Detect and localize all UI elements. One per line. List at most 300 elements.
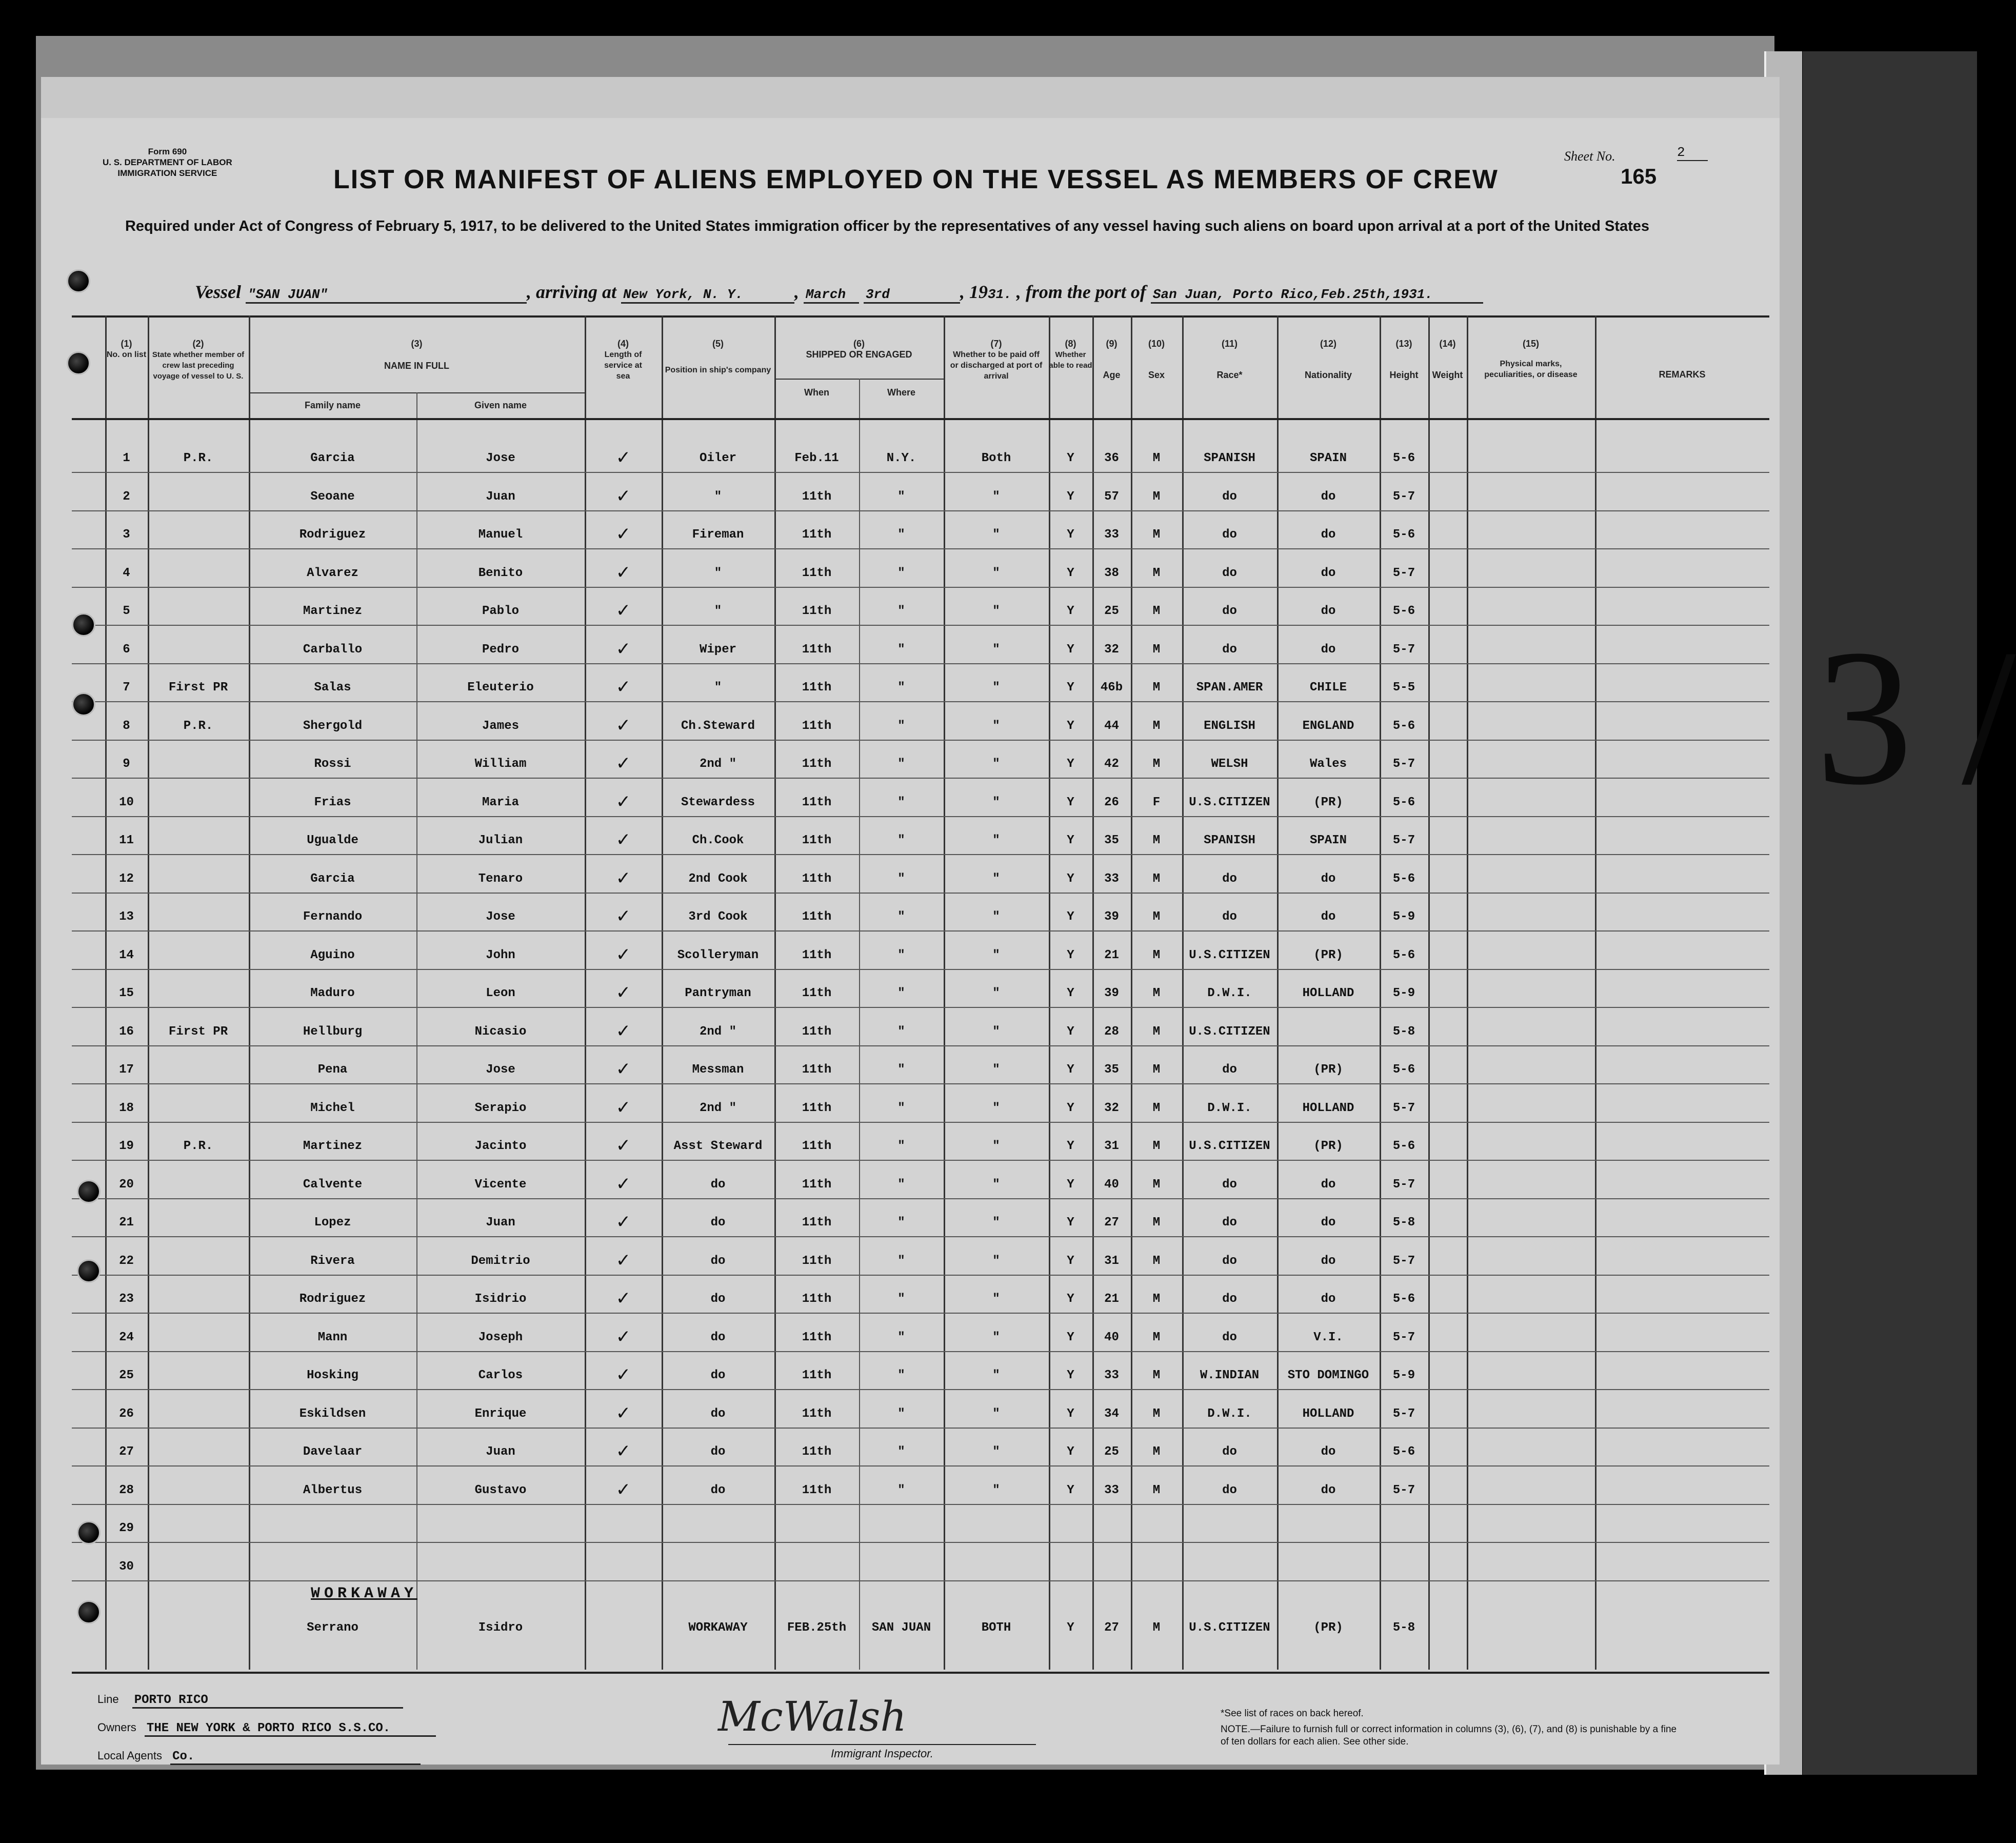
row-rule (72, 472, 1769, 473)
shipped-when: 11th (802, 1216, 832, 1230)
family-name: Martinez (303, 604, 363, 618)
check-mark-icon: ✓ (616, 1479, 630, 1502)
row-rule (72, 1580, 1769, 1581)
sex: M (1152, 757, 1161, 771)
row-rule (72, 663, 1769, 664)
row-number: 29 (119, 1521, 134, 1535)
paid-off: " (992, 1063, 1000, 1077)
nationality: do (1321, 1216, 1336, 1230)
row-number: 18 (119, 1101, 134, 1115)
hole-punch (72, 692, 95, 716)
sex: M (1152, 986, 1161, 1000)
sex: M (1152, 1406, 1161, 1421)
given-name: James (482, 719, 519, 733)
col-header-where: Where (887, 387, 915, 398)
arrival-month: March (804, 287, 859, 304)
race: U.S.CITIZEN (1189, 1139, 1270, 1153)
shipped-when: 11th (802, 1139, 832, 1153)
agents-label: Local Agents (97, 1749, 162, 1762)
family-name: Hellburg (303, 1024, 363, 1039)
family-name: Rivera (310, 1254, 355, 1268)
col-header-family: Family name (304, 400, 361, 410)
sex: M (1152, 871, 1161, 886)
height: 5-6 (1392, 1063, 1415, 1077)
nationality: do (1321, 1445, 1336, 1459)
shipped-where: " (897, 795, 905, 809)
race: U.S.CITIZEN (1189, 948, 1270, 962)
shipped-where: " (897, 1483, 905, 1497)
position: do (710, 1406, 726, 1421)
footer-owners (97, 1721, 436, 1737)
position: " (714, 681, 722, 695)
row-rule (72, 701, 1769, 702)
col-header-15: (15) Physical marks, peculiarities, or disease (1484, 339, 1578, 379)
family-name: Lopez (314, 1216, 351, 1230)
paid-off: " (992, 566, 1000, 580)
row-rule (72, 740, 1769, 741)
family-name: Michel (310, 1101, 355, 1115)
check-mark-icon: ✓ (616, 1212, 630, 1235)
race: do (1222, 1177, 1237, 1192)
paid-off: " (992, 795, 1000, 809)
shipped-where: " (897, 1101, 905, 1115)
check-mark-icon: ✓ (616, 1097, 630, 1120)
given-name: Jacinto (474, 1139, 527, 1153)
check-mark-icon: ✓ (616, 829, 630, 853)
row-number: 26 (119, 1406, 134, 1421)
nationality: do (1321, 910, 1336, 924)
col-header-2: (2) State whether member of crew last preceding voyage of vessel to U. S. (152, 339, 245, 381)
age: 34 (1104, 1406, 1119, 1421)
col-header-9: (9) Age (1103, 339, 1121, 380)
shipped-when: 11th (802, 986, 832, 1000)
shipped-where: " (897, 948, 905, 962)
shipped-where: SAN JUAN (871, 1621, 931, 1635)
age: 36 (1104, 451, 1119, 465)
row-number: 24 (119, 1330, 134, 1344)
position: do (710, 1445, 726, 1459)
row-rule (72, 1160, 1769, 1161)
family-name: Maduro (310, 986, 355, 1000)
paid-off: " (992, 948, 1000, 962)
col-header-1: (1) No. on list (106, 339, 147, 359)
able-to-read: Y (1067, 1292, 1074, 1306)
footer-agents (97, 1749, 421, 1765)
shipped-when: 11th (802, 1024, 832, 1039)
position: Oiler (699, 451, 736, 465)
line-value: PORTO RICO (132, 1693, 403, 1709)
age: 57 (1104, 489, 1119, 504)
shipped-when: 11th (802, 719, 832, 733)
shipped-when: 11th (802, 1254, 832, 1268)
line-label: Line (97, 1693, 119, 1706)
family-name: Shergold (303, 719, 363, 733)
shipped-where: " (897, 1139, 905, 1153)
able-to-read: Y (1067, 566, 1074, 580)
family-name: Garcia (310, 871, 355, 886)
col-header-remarks: REMARKS (1659, 369, 1706, 380)
row-number: 2 (123, 489, 130, 504)
shipped-when: 11th (802, 566, 832, 580)
arriving-port: New York, N. Y. (621, 287, 794, 304)
height: 5-9 (1392, 910, 1415, 924)
paid-off: " (992, 871, 1000, 886)
race: U.S.CITIZEN (1189, 795, 1270, 809)
check-mark-icon: ✓ (616, 1288, 630, 1311)
able-to-read: Y (1067, 910, 1074, 924)
age: 33 (1104, 1369, 1119, 1382)
previous-voyage: P.R. (183, 719, 213, 733)
row-rule (72, 969, 1769, 970)
shipped-where: " (897, 681, 905, 695)
nationality: do (1321, 489, 1336, 504)
race: SPANISH (1204, 834, 1255, 847)
age: 35 (1104, 1063, 1119, 1077)
able-to-read: Y (1067, 528, 1074, 542)
shipped-where: " (897, 528, 905, 542)
given-name: Demitrio (471, 1254, 530, 1268)
race: W.INDIAN (1200, 1369, 1260, 1382)
footnote-races: *See list of races on back hereof. (1221, 1708, 1364, 1719)
position: Pantryman (685, 986, 751, 1000)
age: 28 (1104, 1024, 1119, 1039)
page-title: LIST OR MANIFEST OF ALIENS EMPLOYED ON THE VESSEL AS MEMBERS OF CREW (333, 165, 1499, 194)
sheet-stamp: 165 (1621, 164, 1657, 188)
sex: M (1152, 1063, 1161, 1077)
col-rule (1595, 315, 1596, 1670)
shipped-where: " (897, 871, 905, 886)
shipped-when: 11th (802, 1063, 832, 1077)
able-to-read: Y (1067, 1483, 1074, 1497)
sex: M (1152, 1330, 1161, 1344)
age: 25 (1104, 1445, 1119, 1459)
shipped-when: 11th (802, 604, 832, 618)
height: 5-5 (1392, 681, 1415, 695)
height: 5-6 (1392, 1139, 1415, 1153)
height: 5-7 (1392, 1406, 1415, 1421)
height: 5-8 (1392, 1216, 1415, 1230)
race: ENGLISH (1204, 719, 1255, 733)
height: 5-7 (1392, 489, 1415, 504)
height: 5-7 (1392, 1177, 1415, 1192)
paid-off: " (992, 719, 1000, 733)
nationality: do (1321, 1254, 1336, 1268)
row-rule (72, 1236, 1769, 1237)
given-name: Vicente (474, 1177, 527, 1192)
nationality: do (1321, 1483, 1336, 1497)
given-name: Manuel (478, 528, 523, 542)
height: 5-7 (1392, 1483, 1415, 1497)
department-name: U. S. DEPARTMENT OF LABOR (103, 157, 232, 167)
height: 5-7 (1392, 757, 1415, 771)
race: do (1222, 489, 1237, 504)
previous-voyage: First PR (168, 681, 228, 695)
family-name: Hosking (307, 1369, 358, 1382)
race: SPANISH (1204, 451, 1255, 465)
age: 38 (1104, 566, 1119, 580)
given-name: Nicasio (474, 1024, 527, 1039)
paid-off: BOTH (981, 1621, 1011, 1635)
nationality: (PR) (1313, 1621, 1343, 1635)
race: do (1222, 528, 1237, 542)
sex: M (1152, 681, 1161, 695)
age: 33 (1104, 871, 1119, 886)
row-number: 7 (123, 681, 130, 695)
position: do (710, 1369, 726, 1382)
shipped-where: " (897, 910, 905, 924)
row-number: 9 (123, 757, 130, 771)
able-to-read: Y (1067, 986, 1074, 1000)
family-name: Mann (317, 1330, 348, 1344)
given-name: Eleuterio (467, 681, 534, 695)
height: 5-6 (1392, 1292, 1415, 1306)
row-rule (72, 816, 1769, 817)
nationality: HOLLAND (1302, 1406, 1354, 1421)
position: Wiper (699, 642, 736, 657)
family-name: Fernando (303, 910, 363, 924)
race: do (1222, 566, 1237, 580)
sex: M (1152, 528, 1161, 542)
paid-off: " (992, 1101, 1000, 1115)
able-to-read: Y (1067, 1216, 1074, 1230)
height: 5-6 (1392, 795, 1415, 809)
sex: M (1152, 1445, 1161, 1459)
spine-handwriting: 3 / (1815, 609, 2016, 825)
sheet-number: 2 (1677, 145, 1708, 161)
col-header-14: (14) Weight (1432, 339, 1463, 380)
shipped-where: " (897, 566, 905, 580)
nationality: SPAIN (1309, 451, 1347, 465)
shipped-when: 11th (802, 1483, 832, 1497)
sex: M (1152, 1216, 1161, 1230)
paid-off: " (992, 1369, 1000, 1382)
row-number: 25 (119, 1369, 134, 1382)
able-to-read: Y (1067, 1445, 1074, 1459)
shipped-when: 11th (802, 871, 832, 886)
check-mark-icon: ✓ (616, 1020, 630, 1044)
position: Asst Steward (673, 1139, 763, 1153)
able-to-read: Y (1067, 1101, 1074, 1115)
able-to-read: Y (1067, 948, 1074, 962)
sex: M (1152, 719, 1161, 733)
shipped-where: " (897, 1406, 905, 1421)
sex: M (1152, 1139, 1161, 1153)
row-rule (72, 854, 1769, 855)
position: Messman (692, 1063, 744, 1077)
given-name: Joseph (478, 1330, 523, 1344)
able-to-read: Y (1067, 642, 1074, 657)
hole-punch (77, 1521, 101, 1544)
given-name: Leon (486, 986, 515, 1000)
nationality: do (1321, 642, 1336, 657)
given-name: Julian (478, 834, 523, 847)
col-header-13: (13) Height (1389, 339, 1419, 380)
shipped-where: " (897, 757, 905, 771)
height: 5-6 (1392, 871, 1415, 886)
row-rule (72, 930, 1769, 932)
check-mark-icon: ✓ (616, 1135, 630, 1158)
year-prefix: , 19 (960, 282, 988, 302)
inspector-signature: McWalsh (718, 1693, 907, 1740)
family-name: Ugualde (307, 834, 358, 847)
row-number: 22 (119, 1254, 134, 1268)
check-mark-icon: ✓ (616, 906, 630, 929)
able-to-read: Y (1067, 681, 1074, 695)
able-to-read: Y (1067, 604, 1074, 618)
race: SPAN.AMER (1196, 681, 1263, 695)
position: " (714, 489, 722, 504)
shipped-where: " (897, 986, 905, 1000)
age: 39 (1104, 986, 1119, 1000)
family-name: Frias (314, 795, 351, 809)
able-to-read: Y (1067, 719, 1074, 733)
shipped-when: 11th (802, 795, 832, 809)
shipped-when: Feb.11 (794, 451, 839, 465)
shipped-when: 11th (802, 528, 832, 542)
sheet-label: Sheet No. (1564, 149, 1615, 164)
check-mark-icon: ✓ (616, 600, 630, 623)
sex: M (1152, 1177, 1161, 1192)
previous-voyage: P.R. (183, 451, 213, 465)
family-name: Seoane (310, 489, 355, 504)
family-name: Calvente (303, 1177, 363, 1192)
age: 21 (1104, 948, 1119, 962)
sex: M (1152, 1101, 1161, 1115)
inspector-label: Immigrant Inspector. (728, 1744, 1036, 1760)
row-rule (72, 1007, 1769, 1008)
row-rule (72, 510, 1769, 511)
hole-punch (67, 351, 90, 375)
nationality: STO DOMINGO (1287, 1369, 1369, 1382)
previous-voyage: First PR (168, 1024, 228, 1039)
family-name: Rodriguez (299, 1292, 366, 1306)
race: do (1222, 1292, 1237, 1306)
nationality: V.I. (1313, 1330, 1343, 1344)
height: 5-7 (1392, 1101, 1415, 1115)
family-name: Serrano (307, 1621, 358, 1635)
row-number: 14 (119, 948, 134, 962)
paid-off: " (992, 1406, 1000, 1421)
able-to-read: Y (1067, 451, 1074, 465)
height: 5-7 (1392, 566, 1415, 580)
row-rule (72, 1313, 1769, 1314)
race: U.S.CITIZEN (1189, 1621, 1270, 1635)
given-name: Juan (486, 1216, 515, 1230)
shipped-when: 11th (802, 757, 832, 771)
able-to-read: Y (1067, 1406, 1074, 1421)
col-header-12: (12) Nationality (1304, 339, 1352, 380)
shipped-where: " (897, 604, 905, 618)
nationality: HOLLAND (1302, 986, 1354, 1000)
hole-punch (77, 1600, 101, 1624)
shipped-when: 11th (802, 489, 832, 504)
row-number: 4 (123, 566, 130, 580)
row-number: 15 (119, 986, 134, 1000)
nationality: (PR) (1313, 1063, 1343, 1077)
hole-punch (72, 613, 95, 637)
row-number: 19 (119, 1139, 134, 1153)
row-rule (72, 1083, 1769, 1084)
height: 5-7 (1392, 1330, 1415, 1344)
col-header-5: (5) Position in ship's company (665, 339, 771, 374)
paid-off: " (992, 604, 1000, 618)
row-number: 11 (119, 834, 134, 847)
paid-off: " (992, 834, 1000, 847)
given-name: Pedro (482, 642, 519, 657)
shipped-where: " (897, 1445, 905, 1459)
vessel-line: Vessel "SAN JUAN" , arriving at New York, N. Y. , March 3rd , 1931. , from the port of San Juan, Porto Rico,Feb.25th,1931. (195, 281, 1483, 304)
sex: M (1152, 1292, 1161, 1306)
family-name: Salas (314, 681, 351, 695)
nationality: CHILE (1309, 681, 1347, 695)
check-mark-icon: ✓ (616, 867, 630, 891)
paid-off: " (992, 1139, 1000, 1153)
nationality: do (1321, 566, 1336, 580)
age: 33 (1104, 1483, 1119, 1497)
previous-voyage: P.R. (183, 1139, 213, 1153)
requirement-text: Required under Act of Congress of February 5, 1917, to be delivered to the United States immigration officer by the representatives of any vessel having such aliens on board upon arrival at a port of the United States (125, 218, 1650, 234)
row-rule (72, 1198, 1769, 1199)
race: do (1222, 1254, 1237, 1268)
given-name: Carlos (478, 1369, 523, 1382)
position: do (710, 1216, 726, 1230)
nationality: HOLLAND (1302, 1101, 1354, 1115)
sex: M (1152, 451, 1161, 465)
nationality: ENGLAND (1302, 719, 1354, 733)
age: 39 (1104, 910, 1119, 924)
family-name: Garcia (310, 451, 355, 465)
col-header-7: (7) Whether to be paid off or discharged at port of arrival (950, 339, 1043, 381)
race: U.S.CITIZEN (1189, 1024, 1270, 1039)
age: 35 (1104, 834, 1119, 847)
sex: M (1152, 566, 1161, 580)
nationality: (PR) (1313, 948, 1343, 962)
shipped-where: " (897, 1369, 905, 1382)
given-name: John (486, 948, 515, 962)
able-to-read: Y (1067, 489, 1074, 504)
position: 2nd " (699, 1101, 736, 1115)
age: 33 (1104, 528, 1119, 542)
shipped-when: 11th (802, 1445, 832, 1459)
position: 2nd " (699, 1024, 736, 1039)
agents-value: Co. (170, 1750, 421, 1765)
height: 5-7 (1392, 1254, 1415, 1268)
nationality: do (1321, 1177, 1336, 1192)
age: 46b (1100, 681, 1123, 695)
shipped-when: 11th (802, 910, 832, 924)
hole-punch (77, 1180, 101, 1203)
check-mark-icon: ✓ (616, 1441, 630, 1464)
given-name: Pablo (482, 604, 519, 618)
given-name: Jose (486, 910, 515, 924)
age: 31 (1104, 1254, 1119, 1268)
given-name: Maria (482, 795, 519, 809)
height: 5-6 (1392, 528, 1415, 542)
row-number: 13 (119, 910, 134, 924)
able-to-read: Y (1067, 1369, 1074, 1382)
able-to-read: Y (1067, 1254, 1074, 1268)
arrival-day: 3rd (864, 287, 960, 304)
age: 42 (1104, 757, 1119, 771)
sex: M (1152, 1369, 1161, 1382)
footnote-penalty: NOTE.—Failure to furnish full or correct information in columns (3), (6), (7), and (8) is punishable by a fine of ten dollars for each alien. See other side. (1221, 1724, 1677, 1747)
sex: M (1152, 489, 1161, 504)
position: 2nd " (699, 757, 736, 771)
race: do (1222, 604, 1237, 618)
arriving-label: , arriving at (527, 282, 617, 302)
sex: M (1152, 834, 1161, 847)
form-number: Form 690 (148, 147, 187, 156)
